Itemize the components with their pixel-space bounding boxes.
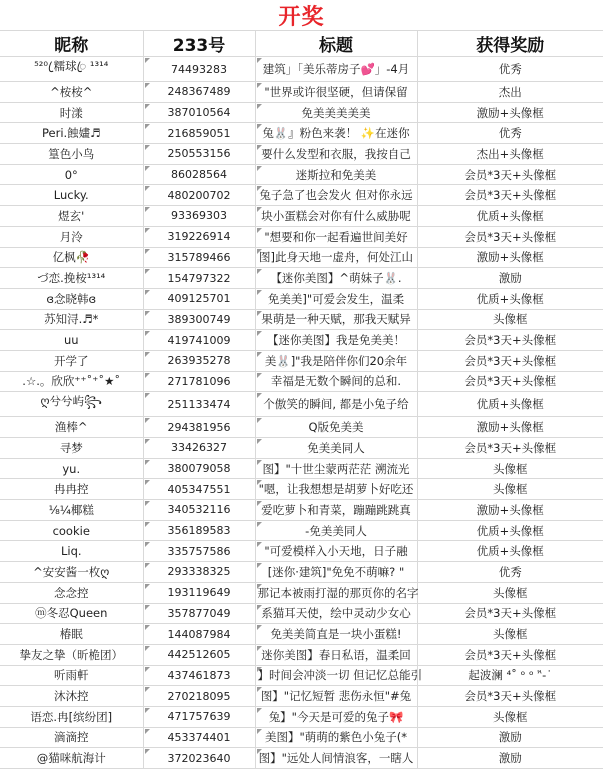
cell-title[interactable]: [迷你·建筑]"免免不萌嘛? " — [255, 562, 417, 583]
cell-nickname[interactable]: @猫咪航海计 — [0, 748, 143, 769]
cell-reward[interactable]: 激励 — [417, 268, 603, 289]
cell-nickname[interactable]: 开学了 — [0, 350, 143, 371]
table-row — [0, 206, 603, 227]
cell-reward[interactable]: 起波澜 ⁴˚ ᵒ ᵒ ᵔ̈-˙ — [417, 665, 603, 686]
cell-233-id[interactable]: 216859051 — [143, 123, 255, 144]
cell-reward[interactable]: 会员*3天+头像框 — [417, 164, 603, 185]
table-row — [0, 226, 603, 247]
cell-233-id[interactable]: 270218095 — [143, 686, 255, 707]
cell-233-id[interactable]: 93369303 — [143, 206, 255, 227]
cell-reward[interactable]: 优质+头像框 — [417, 392, 603, 417]
cell-233-id[interactable]: 263935278 — [143, 350, 255, 371]
table-row — [0, 309, 603, 330]
cell-233-id[interactable]: 193119649 — [143, 582, 255, 603]
column-header-id[interactable]: 233号 — [143, 31, 255, 57]
cell-nickname[interactable]: づ恋.挽桉¹³¹⁴ — [0, 268, 143, 289]
table-row — [0, 185, 603, 206]
cell-nickname[interactable]: 0° — [0, 164, 143, 185]
cell-nickname[interactable]: 煜玄' — [0, 206, 143, 227]
table-row — [0, 57, 603, 82]
table-row — [0, 82, 603, 103]
cell-233-id[interactable]: 315789466 — [143, 247, 255, 268]
cell-nickname[interactable]: uu — [0, 330, 143, 351]
cell-reward[interactable]: 优质+头像框 — [417, 288, 603, 309]
cell-nickname[interactable]: ɞ念晓韩ɞ — [0, 288, 143, 309]
cell-233-id[interactable]: 380079058 — [143, 458, 255, 479]
cell-title[interactable]: 图】"远处人间情浪客，一瞎人 — [255, 748, 417, 769]
sheet-title: 开奖 — [278, 4, 325, 30]
cell-reward[interactable]: 会员*3天+头像框 — [417, 603, 603, 624]
column-header-title[interactable]: 标题 — [255, 31, 417, 57]
header-row — [0, 31, 603, 57]
cell-nickname[interactable]: 滴滴控 — [0, 727, 143, 748]
cell-nickname[interactable]: 篁色小鸟 — [0, 144, 143, 165]
cell-233-id[interactable]: 387010564 — [143, 102, 255, 123]
table-row — [0, 330, 603, 351]
cell-233-id[interactable]: 294381956 — [143, 417, 255, 438]
cell-title[interactable]: 爱吃萝卜和青菜，蹦蹦跳跳真 — [255, 500, 417, 521]
cell-233-id[interactable]: 442512605 — [143, 644, 255, 665]
table-row — [0, 541, 603, 562]
cell-title[interactable]: 迷斯拉和免美美 — [255, 164, 417, 185]
cell-reward[interactable]: 头像框 — [417, 479, 603, 500]
table-row — [0, 582, 603, 603]
cell-title[interactable]: 兔🐰』粉色来袭！ ✨在迷你 — [255, 123, 417, 144]
table-row — [0, 706, 603, 727]
cell-title[interactable]: "嗯，让我想想是胡萝卜好吃还 — [255, 479, 417, 500]
cell-233-id[interactable]: 86028564 — [143, 164, 255, 185]
table-row — [0, 458, 603, 479]
cell-reward[interactable]: 头像框 — [417, 309, 603, 330]
cell-reward[interactable]: 头像框 — [417, 582, 603, 603]
table-row — [0, 686, 603, 707]
cell-nickname[interactable]: 冉冉控 — [0, 479, 143, 500]
cell-reward[interactable]: 会员*3天+头像框 — [417, 226, 603, 247]
cell-nickname[interactable]: yu. — [0, 458, 143, 479]
cell-233-id[interactable]: 372023640 — [143, 748, 255, 769]
cell-title[interactable]: 建筑」「美乐蒂房子💕」-4月 — [255, 57, 417, 82]
table-row — [0, 288, 603, 309]
table-row — [0, 500, 603, 521]
cell-reward[interactable]: 激励 — [417, 727, 603, 748]
cell-nickname[interactable]: ^桉桉^ — [0, 82, 143, 103]
cell-233-id[interactable]: 293338325 — [143, 562, 255, 583]
cell-reward[interactable]: 头像框 — [417, 458, 603, 479]
cell-title[interactable]: 图】"记忆短暂 悲伤永恒"#兔 — [255, 686, 417, 707]
cell-reward[interactable]: 会员*3天+头像框 — [417, 438, 603, 459]
cell-reward[interactable]: 优质+头像框 — [417, 206, 603, 227]
title-row — [0, 0, 603, 31]
cell-title[interactable]: -免美美同人 — [255, 520, 417, 541]
cell-title[interactable]: 图]此身天地一虚舟，何处江山 — [255, 247, 417, 268]
cell-nickname[interactable]: ⓜ冬忍Queen — [0, 603, 143, 624]
cell-233-id[interactable]: 389300749 — [143, 309, 255, 330]
cell-233-id[interactable]: 480200702 — [143, 185, 255, 206]
cell-233-id[interactable]: 144087984 — [143, 624, 255, 645]
cell-reward[interactable]: 头像框 — [417, 706, 603, 727]
table-row — [0, 665, 603, 686]
cell-reward[interactable]: 优质+头像框 — [417, 541, 603, 562]
table-row — [0, 102, 603, 123]
cell-reward[interactable]: 会员*3天+头像框 — [417, 330, 603, 351]
cell-nickname[interactable]: Lucky. — [0, 185, 143, 206]
cell-233-id[interactable]: 33426327 — [143, 438, 255, 459]
cell-reward[interactable]: 会员*3天+头像框 — [417, 686, 603, 707]
table-row — [0, 438, 603, 459]
cell-233-id[interactable]: 319226914 — [143, 226, 255, 247]
cell-nickname[interactable]: 月泠 — [0, 226, 143, 247]
cell-nickname[interactable]: Peri.蝕嫿♬ — [0, 123, 143, 144]
table-row — [0, 371, 603, 392]
cell-title[interactable]: "想要和你一起看遍世间美好 — [255, 226, 417, 247]
cell-title[interactable]: 【迷你美图】^萌妹子🐰. — [255, 268, 417, 289]
cell-233-id[interactable]: 471757639 — [143, 706, 255, 727]
cell-reward[interactable]: 激励+头像框 — [417, 417, 603, 438]
cell-title[interactable]: 迷你美图】春日私语，温柔回 — [255, 644, 417, 665]
cell-nickname[interactable]: ⁵²⁰ ꦿ糯球ꦿ ¹³¹⁴ — [0, 57, 143, 82]
cell-reward[interactable]: 优秀 — [417, 123, 603, 144]
cell-nickname[interactable]: ღ兮兮屿꧂ — [0, 392, 143, 417]
cell-reward[interactable]: 优质+头像框 — [417, 520, 603, 541]
table-row — [0, 268, 603, 289]
cell-233-id[interactable]: 250553156 — [143, 144, 255, 165]
cell-233-id[interactable]: 357877049 — [143, 603, 255, 624]
cell-nickname[interactable]: 时漾 — [0, 102, 143, 123]
cell-title[interactable]: 兔子急了也会发火 但对你永远 — [255, 185, 417, 206]
cell-nickname[interactable]: 渔棒^ — [0, 417, 143, 438]
cell-nickname[interactable]: 亿枫🥀 — [0, 247, 143, 268]
cell-nickname[interactable]: 念念控 — [0, 582, 143, 603]
cell-title[interactable]: 兔】"今天是可爱的兔子🎀 — [255, 706, 417, 727]
cell-title[interactable]: 要什么发型和衣服，我按自己 — [255, 144, 417, 165]
table-row — [0, 603, 603, 624]
cell-title[interactable]: 个傲笑的瞬间, 都是小兔子给 — [255, 392, 417, 417]
cell-title[interactable]: 免美美]"可爱会发生，温柔 — [255, 288, 417, 309]
cell-nickname[interactable]: cookie — [0, 520, 143, 541]
cell-233-id[interactable]: 437461873 — [143, 665, 255, 686]
cell-reward[interactable]: 头像框 — [417, 624, 603, 645]
table-row — [0, 748, 603, 769]
cell-nickname[interactable]: 挚友之挚（昕桅团） — [0, 644, 143, 665]
cell-reward[interactable]: 激励+头像框 — [417, 247, 603, 268]
cell-reward[interactable]: 杰出 — [417, 82, 603, 103]
cell-title[interactable]: 块小蛋糕会对你有什么威胁呢 — [255, 206, 417, 227]
table-row — [0, 164, 603, 185]
table-row — [0, 644, 603, 665]
cell-title[interactable]: 美图】"萌萌的紫色小兔子(* — [255, 727, 417, 748]
cell-reward[interactable]: 激励+头像框 — [417, 500, 603, 521]
cell-reward[interactable]: 优秀 — [417, 562, 603, 583]
cell-title[interactable]: 系猫耳天使，绘中灵动少女心 — [255, 603, 417, 624]
cell-title[interactable]: 果萌是一种天赋，那我天赋异 — [255, 309, 417, 330]
column-header-nickname[interactable]: 昵称 — [0, 31, 143, 57]
table-row — [0, 144, 603, 165]
table-row — [0, 727, 603, 748]
cell-reward[interactable]: 会员*3天+头像框 — [417, 350, 603, 371]
table-row — [0, 562, 603, 583]
cell-233-id[interactable]: 356189583 — [143, 520, 255, 541]
cell-reward[interactable]: 优秀 — [417, 57, 603, 82]
cell-nickname[interactable]: 语恋.冉[缤纷团] — [0, 706, 143, 727]
cell-title[interactable]: "可爱模样入小天地，日子融 — [255, 541, 417, 562]
cell-nickname[interactable]: ⅛¼椰糕 — [0, 500, 143, 521]
cell-nickname[interactable]: 沐沐控 — [0, 686, 143, 707]
cell-233-id[interactable]: 405347551 — [143, 479, 255, 500]
cell-233-id[interactable]: 74493283 — [143, 57, 255, 82]
table-row — [0, 350, 603, 371]
table-row — [0, 520, 603, 541]
cell-233-id[interactable]: 419741009 — [143, 330, 255, 351]
table-row — [0, 392, 603, 417]
table-row — [0, 624, 603, 645]
cell-233-id[interactable]: 248367489 — [143, 82, 255, 103]
cell-reward[interactable]: 会员*3天+头像框 — [417, 371, 603, 392]
cell-title[interactable]: 免美美简直是一块小蛋糕! — [255, 624, 417, 645]
cell-title[interactable]: Q版免美美 — [255, 417, 417, 438]
table-row — [0, 417, 603, 438]
cell-title[interactable]: "世界或许很坚硬，但请保留 — [255, 82, 417, 103]
cell-nickname[interactable]: 听雨軒 — [0, 665, 143, 686]
cell-nickname[interactable]: Liq. — [0, 541, 143, 562]
cell-nickname[interactable]: 苏知浔.♬* — [0, 309, 143, 330]
table-row — [0, 123, 603, 144]
cell-reward[interactable]: 杰出+头像框 — [417, 144, 603, 165]
cell-233-id[interactable]: 154797322 — [143, 268, 255, 289]
cell-nickname[interactable]: ^安安酱一枚ღ — [0, 562, 143, 583]
cell-reward[interactable]: 激励 — [417, 748, 603, 769]
cell-233-id[interactable]: 271781096 — [143, 371, 255, 392]
cell-title[interactable]: 幸福是无数个瞬间的总和. — [255, 371, 417, 392]
cell-reward[interactable]: 会员*3天+头像框 — [417, 185, 603, 206]
column-header-reward[interactable]: 获得奖励 — [417, 31, 603, 57]
cell-233-id[interactable]: 453374401 — [143, 727, 255, 748]
cell-233-id[interactable]: 335757586 — [143, 541, 255, 562]
cell-nickname[interactable]: 椿眠 — [0, 624, 143, 645]
cell-233-id[interactable]: 251133474 — [143, 392, 255, 417]
cell-title[interactable]: 免美美美美美 — [255, 102, 417, 123]
cell-reward[interactable]: 会员*3天+头像框 — [417, 644, 603, 665]
cell-reward[interactable]: 激励+头像框 — [417, 102, 603, 123]
table-row — [0, 247, 603, 268]
results-table — [0, 31, 603, 769]
cell-233-id[interactable]: 340532116 — [143, 500, 255, 521]
cell-nickname[interactable]: .☆.。欣欣⁺⁺˚⁺˚★˚ — [0, 371, 143, 392]
cell-title[interactable]: 图】"十世尘蒙两茫茫 溯流光 — [255, 458, 417, 479]
cell-title[interactable]: 那记本被雨打湿的那页你的名字 — [255, 582, 417, 603]
cell-233-id[interactable]: 409125701 — [143, 288, 255, 309]
cell-nickname[interactable]: 寻梦 — [0, 438, 143, 459]
cell-title[interactable]: 免美美同人 — [255, 438, 417, 459]
table-row — [0, 479, 603, 500]
cell-title[interactable]: 美🐰]"我是陪伴你们20余年 — [255, 350, 417, 371]
cell-title[interactable]: 】时间会冲淡一切 但记忆总能引 — [255, 665, 417, 686]
cell-title[interactable]: 【迷你美图】我是免美美！ — [255, 330, 417, 351]
